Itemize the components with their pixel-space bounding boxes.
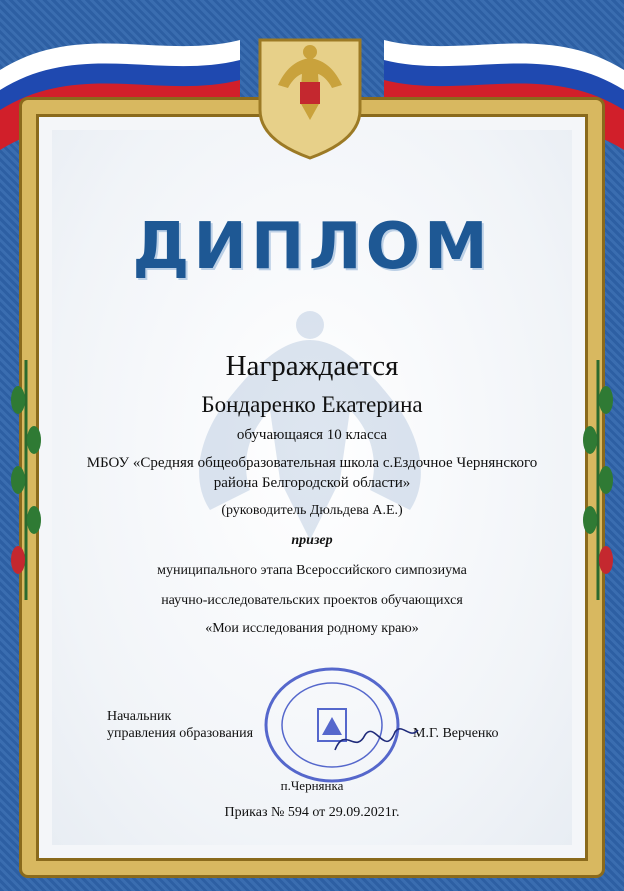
- coat-of-arms-icon: [240, 30, 380, 160]
- awarded-label: Награждается: [225, 350, 399, 382]
- handwritten-signature: [330, 720, 420, 760]
- event-line-3: «Мои исследования родному краю»: [205, 621, 419, 636]
- issue-place: п.Чернянка: [280, 778, 344, 793]
- signatory-title-line-1: Начальник: [107, 709, 172, 724]
- signatory-name: М.Г. Верченко: [413, 726, 499, 741]
- recipient-grade: обучающаяся 10 класса: [236, 427, 388, 443]
- leader-name: (руководитель Дюльдева А.Е.): [221, 503, 403, 518]
- event-line-1: муниципального этапа Всероссийского симпозиума: [157, 563, 467, 578]
- order-number: Приказ № 594 от 29.09.2021г.: [224, 805, 400, 820]
- prize-label: призер: [291, 533, 333, 548]
- signatory-title: [107, 708, 253, 742]
- eagle-watermark: [150, 300, 470, 600]
- school-name-line-2: района Белгородской области»: [213, 475, 411, 491]
- school-name-line-1: МБОУ «Средняя общеобразовательная школа с.Ездочное Чернянского: [86, 455, 538, 471]
- event-line-2: научно-исследовательских проектов обучающихся: [161, 593, 463, 608]
- signatory-title-line-2: управления образования: [107, 726, 254, 741]
- recipient-name: Бондаренко Екатерина: [201, 392, 423, 417]
- diploma-title: ДИПЛОМ: [132, 210, 492, 284]
